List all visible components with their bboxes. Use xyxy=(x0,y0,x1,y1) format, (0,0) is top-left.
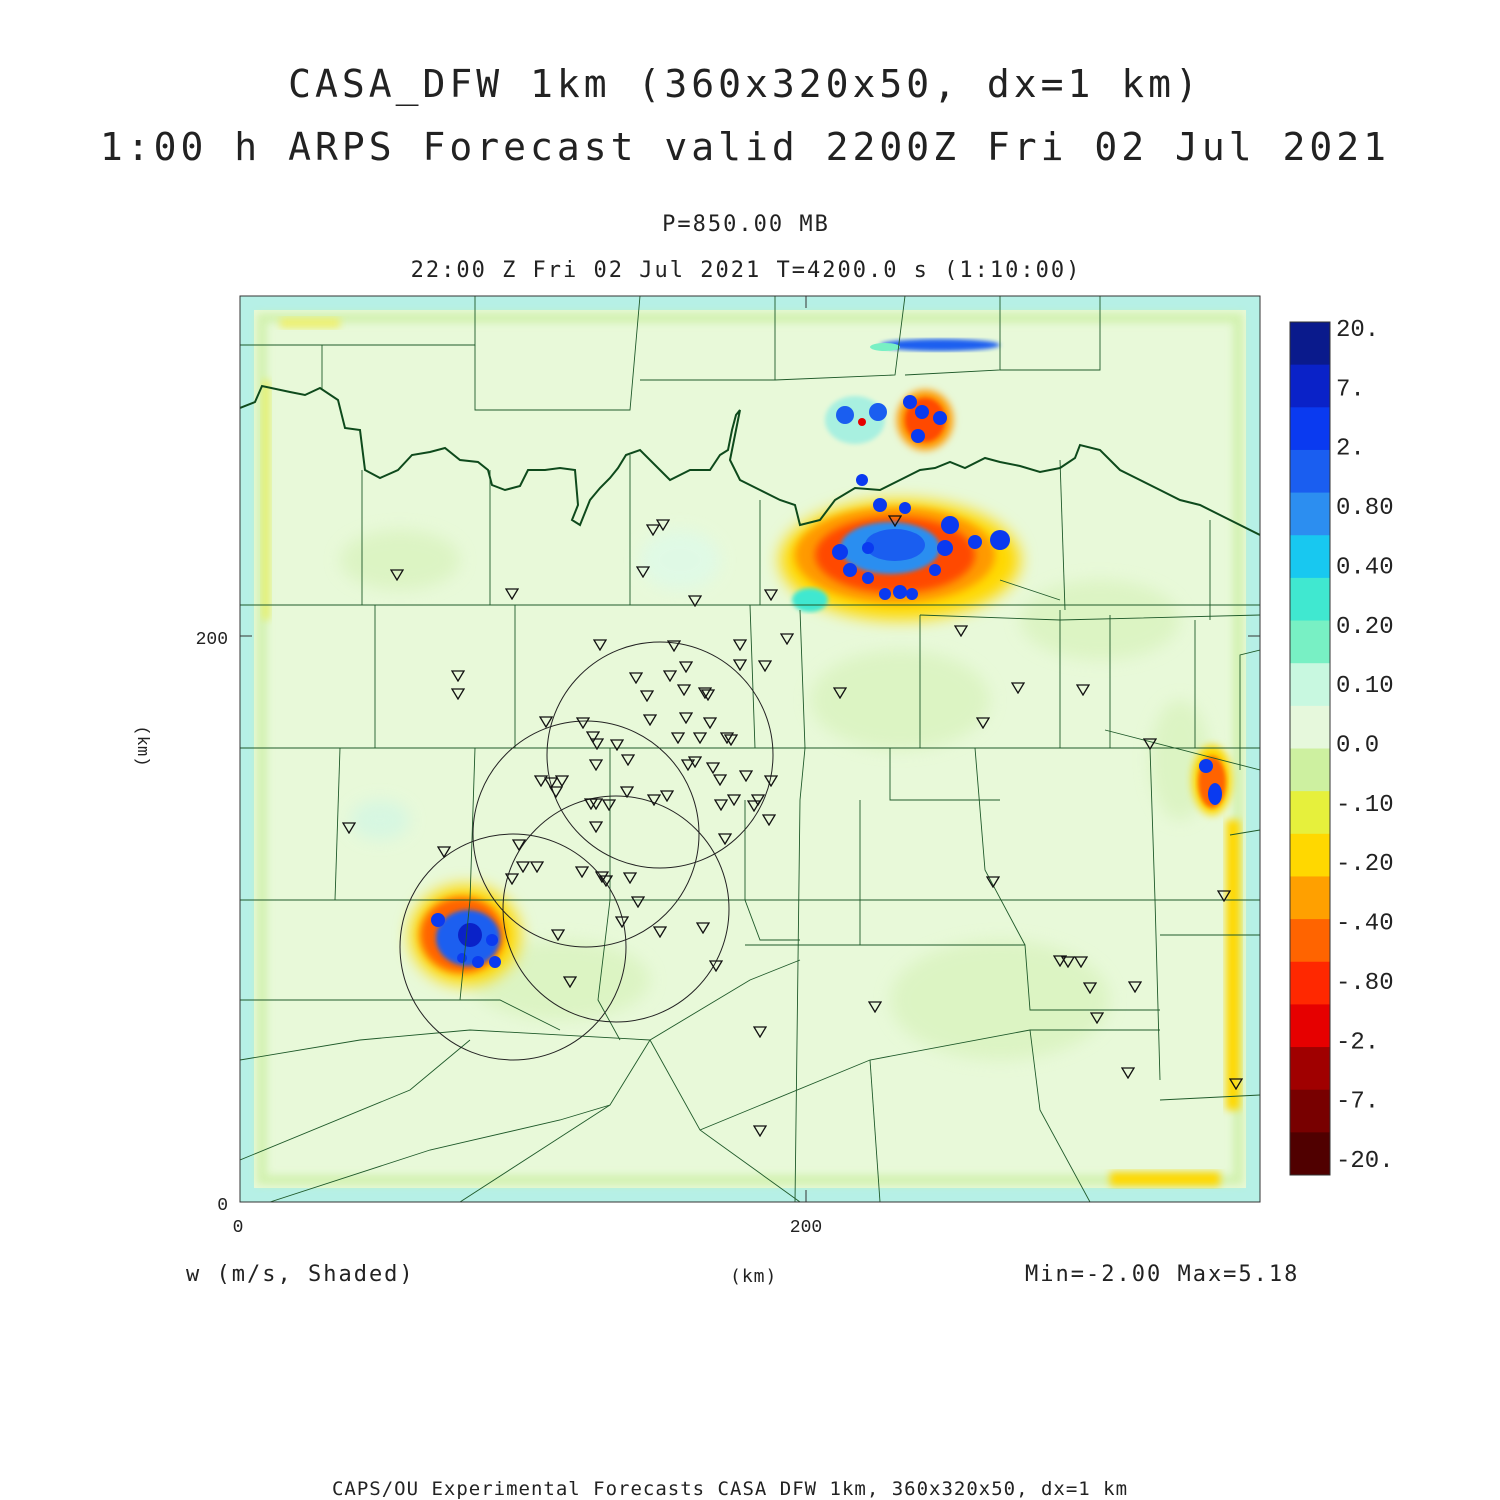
colorbar-swatch xyxy=(1290,450,1330,493)
storm-cluster-east xyxy=(1192,745,1232,815)
colorbar-label: -.20 xyxy=(1336,851,1394,879)
colorbar-label: -.40 xyxy=(1336,910,1394,938)
x-tick-200: 200 xyxy=(789,1218,823,1238)
colorbar-label: -20. xyxy=(1336,1148,1394,1175)
colorbar-swatch xyxy=(1290,535,1330,578)
title-line-1: CASA_DFW 1km (360x320x50, dx=1 km) xyxy=(288,62,1202,106)
colorbar-label: 0.10 xyxy=(1336,673,1394,701)
boundary-yellow-nw xyxy=(280,318,340,328)
boundary-yellow-east xyxy=(1226,820,1240,1110)
colorbar-swatch xyxy=(1290,962,1330,1005)
pressure-level-label: P=850.00 MB xyxy=(662,212,830,237)
colorbar-label: 0.80 xyxy=(1336,495,1394,523)
colorbar-label: 0.40 xyxy=(1336,554,1394,582)
colorbar-swatch xyxy=(1290,1047,1330,1090)
x-tick-0: 0 xyxy=(232,1218,244,1238)
title-line-2: 1:00 h ARPS Forecast valid 2200Z Fri 02 Jul 2021 xyxy=(99,125,1391,169)
colorbar-swatch xyxy=(1290,407,1330,450)
colorbar-label: -2. xyxy=(1336,1029,1380,1057)
colorbar-swatch xyxy=(1290,876,1330,919)
colorbar-swatch xyxy=(1290,1132,1330,1175)
colorbar-swatch xyxy=(1290,791,1330,834)
colorbar-swatch xyxy=(1290,919,1330,962)
colorbar-swatch xyxy=(1290,1004,1330,1047)
colorbar-label: -7. xyxy=(1336,1088,1380,1116)
boundary-yellow-west xyxy=(262,380,270,620)
colorbar-swatch xyxy=(1290,365,1330,408)
colorbar xyxy=(1290,317,1394,1176)
colorbar-label: 0.20 xyxy=(1336,613,1394,641)
map-panel xyxy=(240,296,1260,1202)
colorbar-swatch xyxy=(1290,749,1330,792)
field-label: w (m/s, Shaded) xyxy=(186,1262,415,1287)
x-axis-label: (km) xyxy=(730,1266,778,1287)
valid-time-label: 22:00 Z Fri 02 Jul 2021 T=4200.0 s (1:10:00) xyxy=(410,258,1082,283)
colorbar-swatch xyxy=(1290,834,1330,877)
colorbar-label: 2. xyxy=(1336,435,1365,463)
boundary-yellow-south xyxy=(1110,1172,1220,1186)
colorbar-label: 0.0 xyxy=(1336,732,1380,760)
colorbar-label: -.10 xyxy=(1336,791,1394,819)
colorbar-swatch xyxy=(1290,1090,1330,1133)
colorbar-swatch xyxy=(1290,578,1330,621)
colorbar-swatch xyxy=(1290,663,1330,706)
colorbar-swatch xyxy=(1290,493,1330,536)
y-axis-label: (km) xyxy=(132,725,151,767)
field-min-max: Min=-2.00 Max=5.18 xyxy=(1025,1262,1300,1287)
colorbar-label: -.80 xyxy=(1336,969,1394,997)
colorbar-label: 20. xyxy=(1336,317,1380,344)
y-tick-200: 200 xyxy=(195,630,228,650)
field-background xyxy=(240,296,1260,1202)
colorbar-label: 7. xyxy=(1336,376,1365,404)
colorbar-swatch xyxy=(1290,322,1330,365)
footer-credit: CAPS/OU Experimental Forecasts CASA DFW 1km, 360x320x50, dx=1 km xyxy=(331,1478,1129,1500)
y-tick-0: 0 xyxy=(217,1196,228,1216)
colorbar-swatch xyxy=(1290,621,1330,664)
colorbar-swatch xyxy=(1290,706,1330,749)
